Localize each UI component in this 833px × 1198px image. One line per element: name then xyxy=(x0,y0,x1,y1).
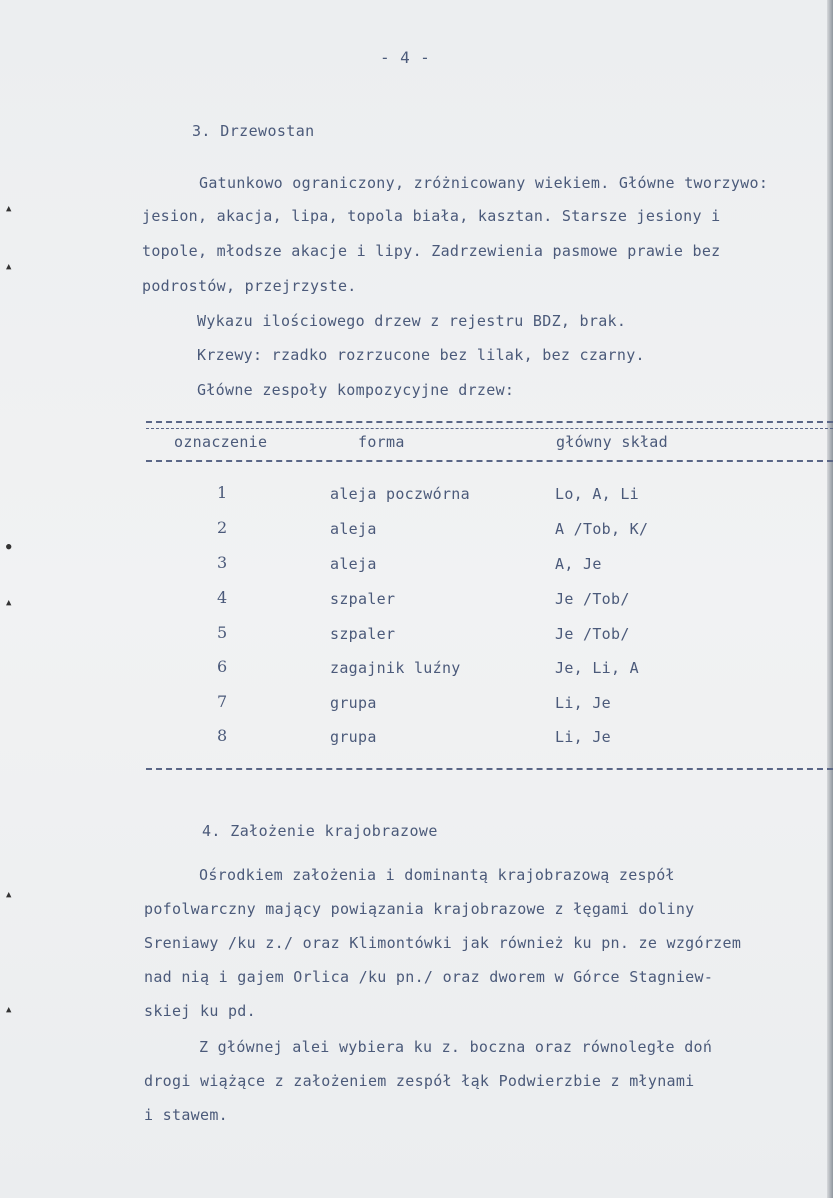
section-4-p2-line-2: drogi wiążące z założeniem zespół łąk Podwierzbie z młynami xyxy=(144,1072,695,1090)
section-4-p1-line-1: Ośrodkiem założenia i dominantą krajobrazową zespół xyxy=(199,866,675,884)
row-id: 3 xyxy=(217,553,228,572)
table-header-forma: forma xyxy=(358,433,405,451)
row-forma: aleja poczwórna xyxy=(330,485,470,503)
section-4-p1-line-4: nad nią i gajem Orlica /ku pn./ oraz dworem w Górce Stagniew- xyxy=(144,968,714,986)
margin-dot: ▲ xyxy=(6,262,12,272)
row-id: 4 xyxy=(217,588,228,607)
row-id: 8 xyxy=(217,726,228,745)
row-sklad: A, Je xyxy=(555,555,602,573)
row-id: 2 xyxy=(217,518,228,537)
section-4-p1-line-5: skiej ku pd. xyxy=(144,1002,256,1020)
page-edge-shadow xyxy=(827,0,833,1198)
table-header-rule xyxy=(146,460,833,462)
margin-dot: ▲ xyxy=(6,1005,12,1015)
row-forma: szpaler xyxy=(330,625,396,643)
row-id: 7 xyxy=(217,692,228,711)
section-3-heading: 3. Drzewostan xyxy=(192,122,315,140)
margin-dot: ● xyxy=(6,542,12,552)
section-3-line-4: podrostów, przejrzyste. xyxy=(142,277,357,295)
row-forma: grupa xyxy=(330,694,377,712)
table-bottom-rule xyxy=(146,768,833,770)
row-sklad: Lo, A, Li xyxy=(555,485,639,503)
row-sklad: Je, Li, A xyxy=(555,659,639,677)
row-forma: aleja xyxy=(330,555,377,573)
margin-dot: ▲ xyxy=(6,890,12,900)
margin-dot: ▲ xyxy=(6,204,12,214)
row-forma: grupa xyxy=(330,728,377,746)
table-header-oznaczenie: oznaczenie xyxy=(174,433,268,451)
section-4-p2-line-1: Z głównej alei wybiera ku z. boczna oraz równoległe doń xyxy=(199,1038,713,1056)
section-3-line-1: Gatunkowo ograniczony, zróżnicowany wiekiem. Główne tworzywo: xyxy=(199,174,769,192)
row-forma: szpaler xyxy=(330,590,396,608)
section-3-line-3: topole, młodsze akacje i lipy. Zadrzewienia pasmowe prawie bez xyxy=(142,242,721,260)
row-sklad: A /Tob, K/ xyxy=(555,520,649,538)
shrubs-line: Krzewy: rzadko rozrzucone bez lilak, bez czarny. xyxy=(197,346,645,364)
row-sklad: Je /Tob/ xyxy=(555,590,630,608)
row-forma: aleja xyxy=(330,520,377,538)
row-sklad: Li, Je xyxy=(555,694,611,712)
table-top-rule-2 xyxy=(146,428,833,429)
section-4-p1-line-2: pofolwarczny mający powiązania krajobrazowe z łęgami doliny xyxy=(144,900,695,918)
row-id: 5 xyxy=(217,623,228,642)
section-3-line-2: jesion, akacja, lipa, topola biała, kasztan. Starsze jesiony i xyxy=(142,207,721,225)
section-4-heading: 4. Założenie krajobrazowe xyxy=(202,822,438,840)
section-4-p1-line-3: Sreniawy /ku z./ oraz Klimontówki jak również ku pn. ze wzgórzem xyxy=(144,934,742,952)
row-forma: zagajnik luźny xyxy=(330,659,461,677)
row-id: 6 xyxy=(217,657,228,676)
page-number: - 4 - xyxy=(380,48,431,67)
registry-line: Wykazu ilościowego drzew z rejestru BDZ, brak. xyxy=(197,312,627,330)
margin-dot: ▲ xyxy=(6,598,12,608)
section-4-p2-line-3: i stawem. xyxy=(144,1106,228,1124)
row-sklad: Je /Tob/ xyxy=(555,625,630,643)
table-header-sklad: główny skład xyxy=(556,433,668,451)
groups-intro-line: Główne zespoły kompozycyjne drzew: xyxy=(197,381,515,399)
row-sklad: Li, Je xyxy=(555,728,611,746)
table-top-rule xyxy=(146,421,833,423)
row-id: 1 xyxy=(217,483,228,502)
